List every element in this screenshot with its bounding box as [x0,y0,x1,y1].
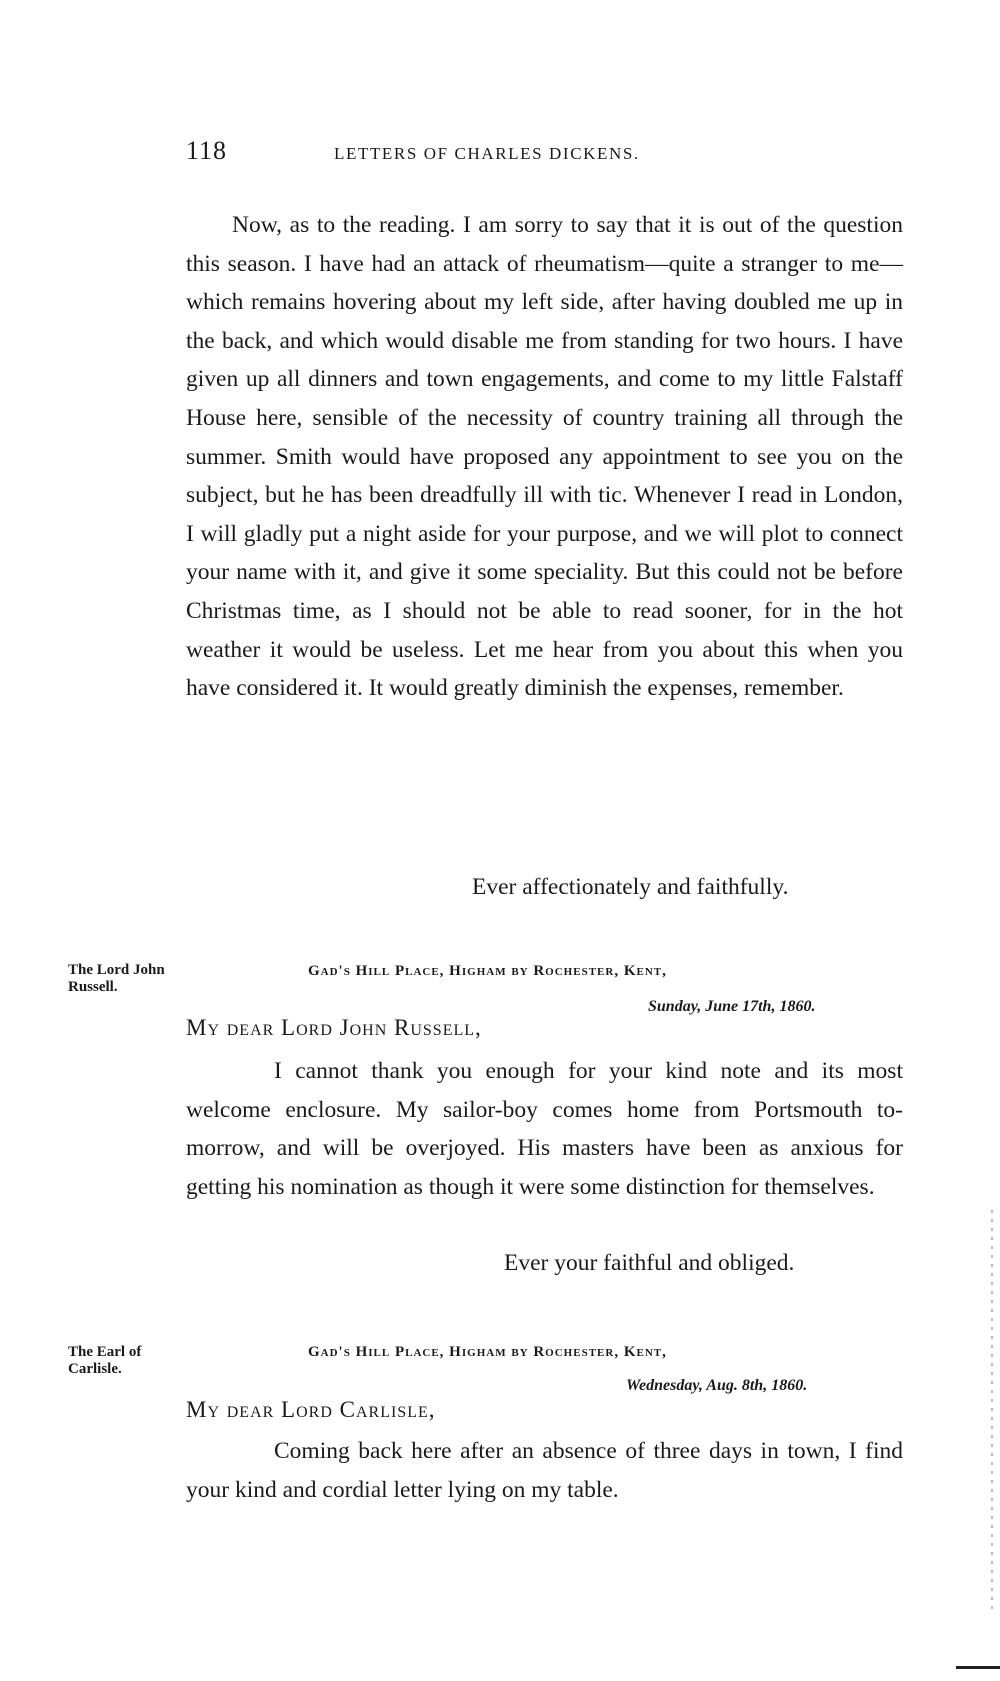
dateline-date-russell: Sunday, June 17th, 1860. [648,998,816,1015]
scan-edge-speckle [991,1210,993,1610]
dateline-date-carlisle: Wednesday, Aug. 8th, 1860. [626,1377,808,1394]
letter-continuation-closing: Ever affectionately and faithfully. [472,874,789,900]
page-number: 118 [186,136,228,165]
letter-continuation-paragraph: Now, as to the reading. I am sorry to say that it is out of the question this season. I have had an attack of rheumatism—quite a stranger to me—which remains hovering about my left side, after having doubled me up in the back, and which would disable me from standing for two hours. I have given up all dinners and town engagements, and come to my little Falstaff House here, sensible of the necessity of country training all through the summer. Smith would have proposed any appointment to see you on the subject, but he has been dreadfully ill with tic. Whenever I read in London, I will gladly put a night aside for your purpose, and we will plot to connect your name with it, and give it some speciality. But this could not be before Christmas time, as I should not be able to read sooner, for in the hot weather it would be useless. Let me hear from you about this when you have considered it. It would greatly diminish the expenses, remember. [186,212,903,702]
letter-russell-paragraph: I cannot thank you enough for your kind note and its most welcome enclosure. My sailor-boy comes home from Portsmouth to-morrow, and will be overjoyed. His masters have been as anxious for getting his nomination as though it were some distinction for themselves. [186,1058,903,1200]
dateline-place-carlisle: Gad's Hill Place, Higham by Rochester, Kent, [308,1344,667,1360]
scan-edge-mark [956,1666,1000,1669]
salutation-russell: My dear Lord John Russell, [186,1015,482,1040]
running-title: LETTERS OF CHARLES DICKENS. [334,144,640,163]
letter-russell-closing: Ever your faithful and obliged. [504,1250,795,1276]
letter-carlisle-paragraph: Coming back here after an absence of three days in town, I find your kind and cordial letter lying on my table. [186,1438,903,1503]
running-head [186,136,756,176]
salutation-carlisle: My dear Lord Carlisle, [186,1397,436,1422]
margin-note-russell: The Lord John Russell. [68,962,165,995]
dateline-place-russell: Gad's Hill Place, Higham by Rochester, Kent, [308,963,667,979]
margin-note-carlisle: The Earl of Carlisle. [68,1344,142,1377]
